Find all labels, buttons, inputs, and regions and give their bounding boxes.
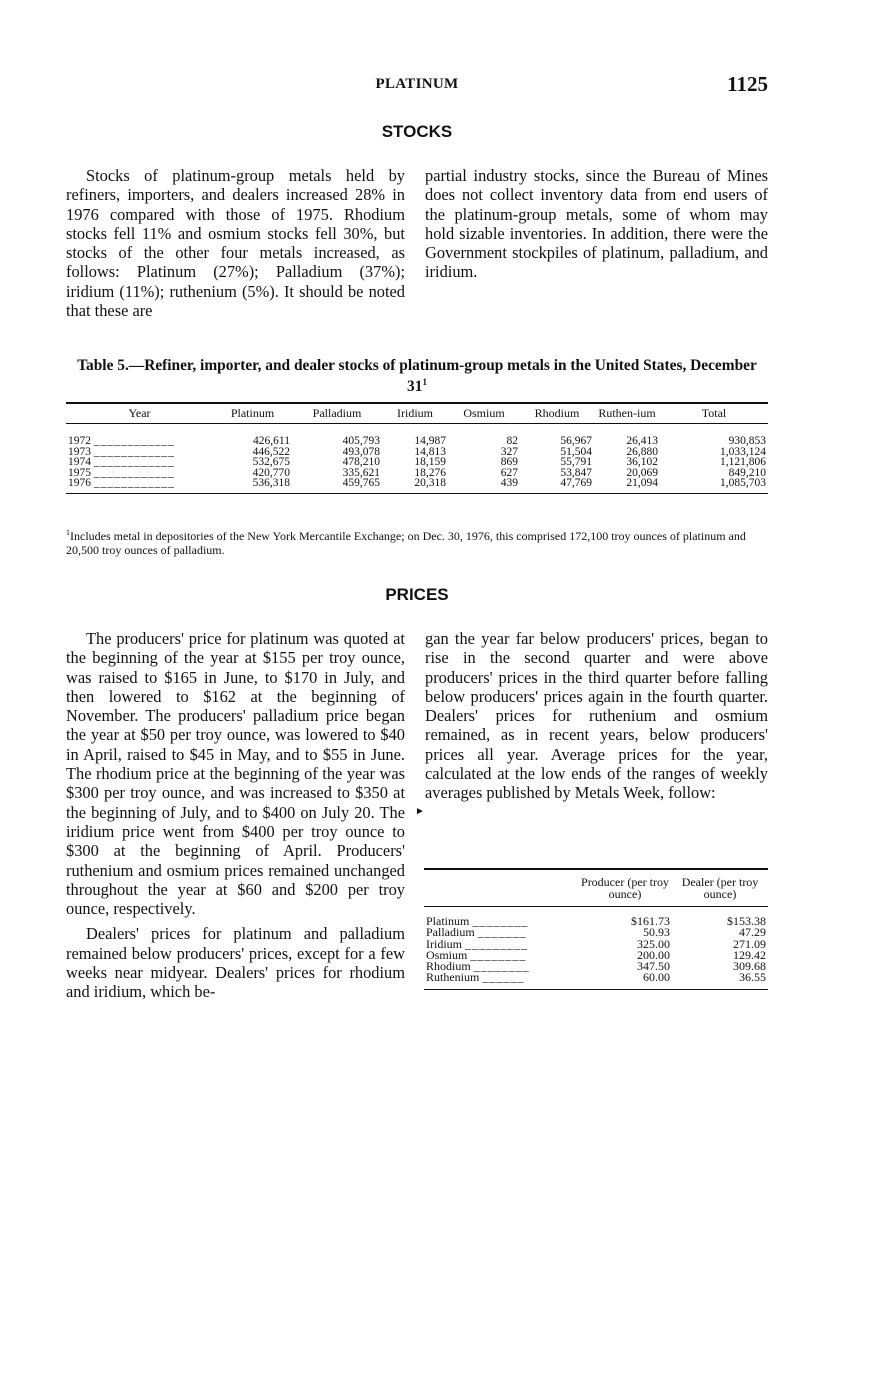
cell-ruthenium: 36,102: [626, 456, 658, 469]
cell-iridium: 14,813: [414, 445, 446, 458]
cell-platinum: 420,770: [252, 466, 290, 479]
metal-label: Platinum ________: [426, 914, 529, 928]
cell-total: 1,121,806: [720, 456, 766, 469]
prices-paragraph-1: The producers' price for platinum was quoted at the beginning of the year at $155 per troy ounce, was raised to $165 in June, to $170 in July, and then lowered to $162 at the beginning of November. The producers' palladium price began the year at $50 per troy ounce, was lowered to $40 in April, raised to $45 in May, and to $55 in June. The rhodium price at the beginning of the year was $300 per troy ounce, and was increased to $350 at the beginning of July, and to $400 on July 20. The iridium price went from $400 per troy ounce to $300 at the beginning of April. Producers' ruthenium and osmium prices remained unchanged throughout the year at $60 and $200 per troy ounce, respectively.: [66, 629, 405, 919]
stocks-table-header-row: [66, 403, 768, 424]
stocks-table: [66, 402, 768, 494]
col-header-ruthenium: Ruthen-ium: [594, 403, 660, 424]
page-number: 1125: [727, 72, 768, 96]
col-header-osmium: Osmium: [448, 403, 520, 424]
row-year: 1973 ____________: [68, 445, 175, 458]
table5-title: [66, 357, 768, 395]
col-header-platinum: Platinum: [213, 403, 292, 424]
stocks-paragraph-2: partial industry stocks, since the Bureau of Mines does not collect inventory data from end users of the platinum-group metals, some of whom may hold sizable inventories. In addition, there were the Government stockpiles of platinum, palladium, and iridium.: [425, 166, 768, 282]
cell-total: 849,210: [728, 466, 766, 479]
price-table-header-row: [424, 869, 768, 907]
prices-paragraph-3: gan the year far below producers' prices, began to rise in the second quarter and were above producers' prices in the third quarter before falling below producers' prices again in the fourth quarter. Dealers' prices for ruthenium and osmium remained, as in recent years, below producers' prices all year. Average prices for the year, calculated at the low ends of the ranges of weekly averages published by Metals Week, follow:: [425, 629, 768, 803]
col-header-total: Total: [660, 403, 768, 424]
cell-rhodium: 47,769: [560, 477, 592, 490]
table5-footnote: [66, 526, 768, 557]
cell-rhodium: 55,791: [560, 456, 592, 469]
cell-osmium: 327: [500, 445, 518, 458]
col-header-palladium: Palladium: [292, 403, 382, 424]
cell-ruthenium: 20,069: [626, 466, 658, 479]
cell-iridium: 20,318: [414, 477, 446, 490]
col-header-year: Year: [66, 403, 213, 424]
cell-platinum: 426,611: [253, 435, 290, 447]
cell-palladium: 459,765: [342, 477, 380, 490]
running-title: PLATINUM: [375, 76, 459, 92]
table5-title-text: Table 5.—Refiner, importer, and dealer stocks of platinum-group metals in the United States, December 31: [77, 357, 757, 396]
cell-osmium: 439: [500, 477, 518, 490]
prices-heading: PRICES: [385, 585, 449, 604]
col-header-iridium: Iridium: [382, 403, 448, 424]
cell-dealer-price: 271.09: [733, 936, 766, 951]
table-row: [424, 907, 768, 928]
running-header: [66, 72, 768, 98]
cell-producer-price: 347.50: [637, 959, 670, 974]
prices-paragraph-2: Dealers' prices for platinum and palladium remained below producers' prices, except for a few weeks near midyear. Dealers' prices for rhodium and iridium, which be-: [66, 924, 405, 1002]
prices-column-left: [66, 629, 405, 1002]
table5-title-footnote-ref: 1: [422, 377, 427, 387]
stocks-heading: STOCKS: [381, 122, 453, 141]
cell-ruthenium: 21,094: [626, 477, 658, 490]
cell-iridium: 18,276: [414, 466, 446, 479]
cell-osmium: 82: [506, 435, 518, 447]
cell-dealer-price: 309.68: [733, 959, 766, 974]
cell-producer-price: 50.93: [643, 925, 670, 940]
prices-column-right: [425, 629, 768, 803]
col-header-dealer: Dealer (per troy ounce): [672, 869, 768, 907]
metal-label: Osmium ________: [426, 947, 527, 962]
cell-palladium: 405,793: [342, 435, 380, 447]
cell-producer-price: 325.00: [637, 936, 670, 951]
cell-palladium: 335,621: [342, 466, 380, 479]
stocks-column-left: [66, 166, 405, 320]
cell-dealer-price: $153.38: [727, 914, 766, 928]
row-year: 1976 ____________: [68, 477, 175, 490]
stocks-paragraph-1: Stocks of platinum-group metals held by refiners, importers, and dealers increased 28% in 1976 compared with those of 1975. Rhodium stocks fell 11% and osmium stocks fell 30%, but stocks of the other four metals increased, as follows: Platinum (27%); Palladium (37%); iridium (11%); ruthenium (5%). It should be noted that these are: [66, 166, 405, 321]
cell-palladium: 478,210: [342, 456, 380, 469]
col-header-rhodium: Rhodium: [520, 403, 594, 424]
table-row: [66, 478, 768, 493]
cell-dealer-price: 47.29: [739, 925, 766, 940]
cell-producer-price: 60.00: [643, 970, 670, 985]
row-year: 1975 ____________: [68, 466, 175, 479]
footnote-marker: 1: [66, 528, 70, 537]
cell-dealer-price: 36.55: [739, 970, 766, 985]
cell-palladium: 493,078: [342, 445, 380, 458]
cell-total: 930,853: [728, 435, 766, 447]
metal-label: Palladium _______: [426, 925, 527, 940]
cell-dealer-price: 129.42: [733, 947, 766, 962]
cell-producer-price: 200.00: [637, 947, 670, 962]
col-header-producer: Producer (per troy ounce): [578, 869, 672, 907]
table-row: [66, 424, 768, 447]
cell-producer-price: $161.73: [631, 914, 670, 928]
row-year: 1974 ____________: [68, 456, 175, 469]
cell-rhodium: 53,847: [560, 466, 592, 479]
cell-iridium: 14,987: [414, 435, 446, 447]
row-year: 1972 ____________: [68, 435, 175, 447]
col-header-metal: [424, 869, 578, 907]
metal-label: Rhodium ________: [426, 959, 530, 974]
cell-platinum: 532,675: [252, 456, 290, 469]
stocks-column-right: [425, 166, 768, 282]
cell-osmium: 627: [500, 466, 518, 479]
cell-ruthenium: 26,880: [626, 445, 658, 458]
footnote-text: Includes metal in depositories of the New York Mercantile Exchange; on Dec. 30, 1976, this comprised 172,100 troy ounces of platinum and 20,500 troy ounces of palladium.: [66, 529, 746, 557]
cell-total: 1,033,124: [720, 445, 766, 458]
cell-ruthenium: 26,413: [626, 435, 658, 447]
margin-mark: ►: [415, 806, 425, 817]
table-row: [424, 972, 768, 989]
cell-platinum: 446,522: [252, 445, 290, 458]
cell-osmium: 869: [500, 456, 518, 469]
cell-rhodium: 56,967: [560, 435, 592, 447]
metal-label: Ruthenium ______: [426, 970, 525, 985]
cell-iridium: 18,159: [414, 456, 446, 469]
cell-platinum: 536,318: [252, 477, 290, 490]
cell-total: 1,085,703: [720, 477, 766, 490]
cell-rhodium: 51,504: [560, 445, 592, 458]
average-price-table: [424, 868, 768, 990]
metal-label: Iridium _________: [426, 936, 528, 951]
